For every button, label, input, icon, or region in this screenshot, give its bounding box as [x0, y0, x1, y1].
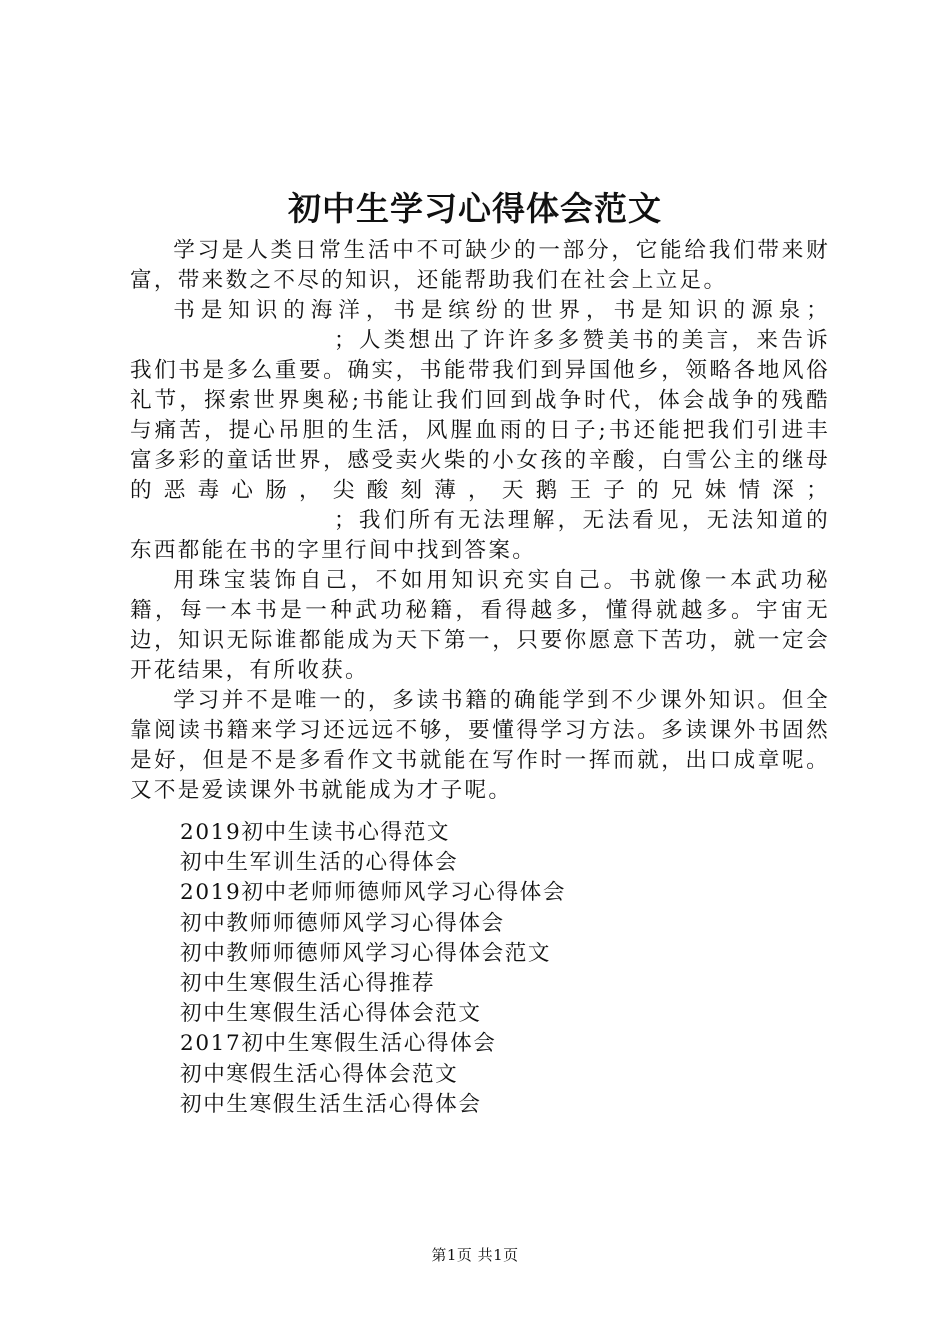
related-article-link[interactable]: 初中生寒假生活心得推荐 [180, 971, 436, 997]
related-article-link[interactable]: 2017初中生寒假生活心得体会 [180, 1031, 497, 1057]
paragraph-3: 用珠宝装饰自己，不如用知识充实自己。书就像一本武功秘籍，每一本书是一种武功秘籍，看得越多，懂得就越多。宇宙无边，知识无际谁都能成为天下第一，只要你愿意下苦功，就一定会开花结果，有所收获。 [130, 568, 830, 683]
related-article-link[interactable]: 初中教师师德师风学习心得体会 [180, 910, 505, 936]
related-article-link[interactable]: 2019初中生读书心得范文 [180, 820, 451, 845]
document-body [130, 236, 830, 806]
related-article-link[interactable]: 2019初中老师师德师风学习心得体会 [180, 880, 567, 906]
document-title: 初中生学习心得体会范文 [288, 189, 662, 228]
related-articles-list [180, 818, 830, 1120]
related-article-link[interactable]: 初中寒假生活心得体会范文 [180, 1061, 459, 1087]
paragraph-2-part-3: ；我们所有无法理解，无法看见，无法知道的东西都能在书的字里行间中找到答案。 [130, 508, 830, 563]
paragraph-2 [130, 296, 830, 566]
related-article-link[interactable]: 初中生军训生活的心得体会 [180, 850, 459, 876]
related-article-link[interactable]: 初中生寒假生活生活心得体会 [180, 1091, 482, 1117]
related-article-link[interactable]: 初中生寒假生活心得体会范文 [180, 1001, 482, 1027]
paragraph-4: 学习并不是唯一的，多读书籍的确能学到不少课外知识。但全靠阅读书籍来学习还远远不够，要懂得学习方法。多读课外书固然是好，但是不是多看作文书就能在写作时一挥而就，出口成章呢。又不是爱读课外书就能成为才子呢。 [130, 688, 830, 803]
page-footer: 第1页 共1页 [431, 1246, 519, 1264]
paragraph-2-part-2: ；人类想出了许许多多赞美书的美言，来告诉我们书是多么重要。确实，书能带我们到异国他乡，领略各地风俗礼节，探索世界奥秘;书能让我们回到战争时代，体会战争的残酷与痛苦，提心吊胆的生活，风腥血雨的日子;书还能把我们引进丰富多彩的童话世界，感受卖火柴的小女孩的辛酸，白雪公主的继母的恶毒心肠，尖酸刻薄，天鹅王子的兄妹情深； [130, 328, 830, 503]
related-article-link[interactable]: 初中教师师德师风学习心得体会范文 [180, 940, 552, 966]
paragraph-1: 学习是人类日常生活中不可缺少的一部分，它能给我们带来财富，带来数之不尽的知识，还能帮助我们在社会上立足。 [130, 238, 830, 293]
paragraph-2-part-1: 书是知识的海洋，书是缤纷的世界，书是知识的源泉； [173, 298, 830, 323]
